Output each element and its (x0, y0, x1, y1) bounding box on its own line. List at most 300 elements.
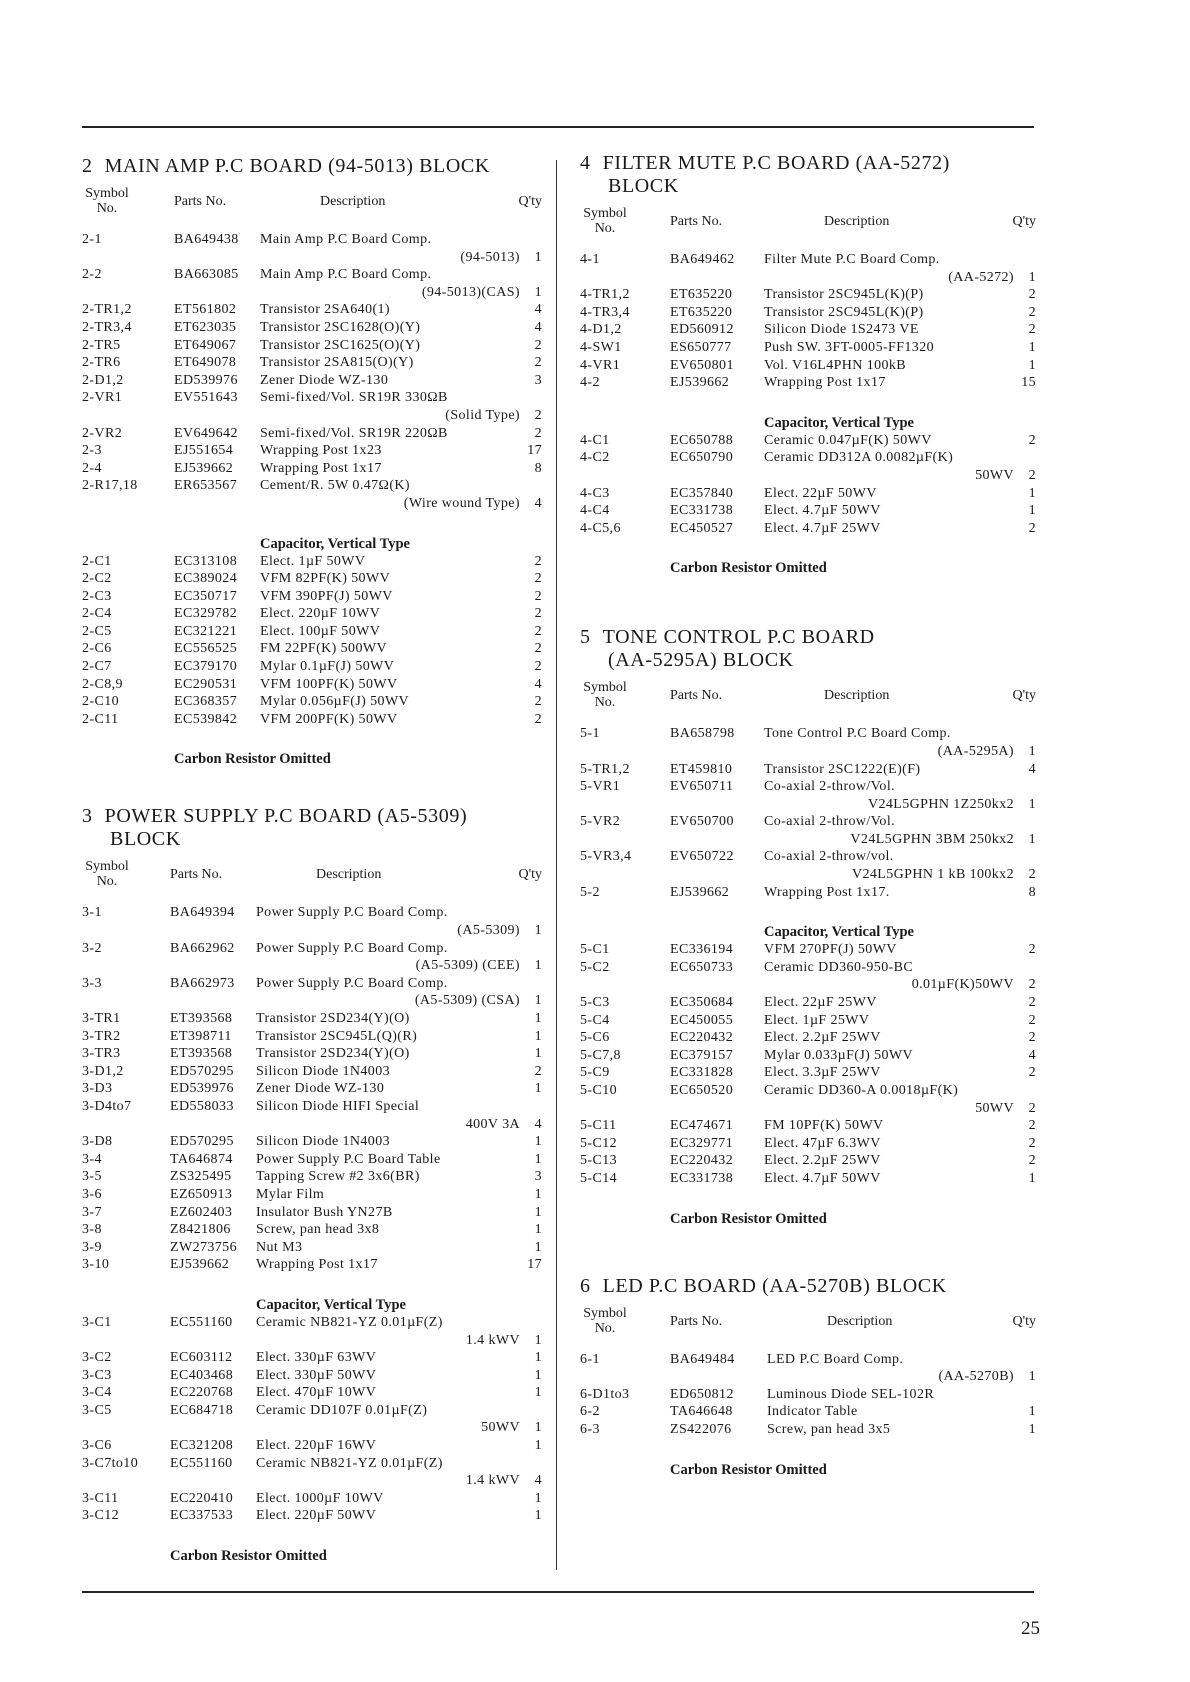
row-description: Elect. 220µF 16WV (256, 1438, 377, 1454)
row-parts-no: EC313108 (174, 553, 238, 569)
row-parts-no: BA662973 (170, 975, 235, 991)
row-symbol: 3-C7to10 (82, 1455, 139, 1471)
row-parts-no: EV649642 (174, 425, 238, 441)
note-text: Carbon Resistor Omitted (670, 560, 827, 577)
row-qty: 15 (1021, 375, 1036, 391)
row-qty: 2 (1028, 867, 1036, 883)
table-row (82, 677, 542, 695)
row-symbol: 3-TR3 (82, 1046, 121, 1062)
row-parts-no: EC551160 (170, 1314, 233, 1330)
row-description: (AA-5295A) (937, 743, 1014, 759)
row-qty: 1 (534, 1011, 542, 1026)
table-row (580, 1171, 1036, 1189)
header-description: Description (824, 688, 890, 704)
table-row (82, 390, 542, 408)
header-symbol: Symbol No. (85, 859, 129, 890)
row-description: Push SW. 3FT-0005-FF1320 (764, 339, 934, 355)
row-parts-no: BA649462 (670, 252, 735, 267)
carbon-resistor-note (580, 1462, 1036, 1480)
table-row (82, 1350, 542, 1368)
row-symbol: 4-C5,6 (580, 520, 621, 536)
table-row (82, 338, 542, 356)
row-description: Elect. 2.2µF 25WV (764, 1030, 881, 1046)
row-qty: 1 (534, 1081, 542, 1097)
table-row (82, 659, 542, 677)
row-description: Elect. 4.7µF 50WV (764, 1170, 881, 1186)
row-description: 50WV (975, 467, 1014, 483)
header-qty: Q'ty (1012, 688, 1036, 704)
row-description: Transistor 2SD234(Y)(O) (256, 1011, 410, 1026)
row-parts-no: ET623035 (174, 319, 237, 335)
row-symbol: 2-TR1,2 (82, 302, 132, 318)
row-qty: 1 (1028, 743, 1036, 759)
row-symbol: 2-1 (82, 232, 102, 247)
row-parts-no: EJ551654 (174, 443, 234, 459)
row-parts-no: Z8421806 (170, 1222, 231, 1238)
row-parts-no: EC331828 (670, 1065, 734, 1081)
row-description: FM 22PF(K) 500WV (260, 641, 387, 657)
section-title-line1: TONE CONTROL P.C BOARD (602, 626, 875, 649)
row-description: Transistor 2SC945L(Q)(R) (256, 1028, 418, 1044)
row-qty: 8 (534, 460, 542, 476)
table-row (580, 433, 1036, 451)
row-qty: 4 (1028, 1047, 1036, 1063)
table-row (82, 1011, 542, 1029)
subheading-text: Capacitor, Vertical Type (764, 924, 914, 941)
table-row (82, 267, 542, 285)
row-parts-no: EV650801 (670, 357, 734, 373)
row-symbol: 5-VR2 (580, 814, 621, 830)
section-title (82, 805, 542, 851)
table-row (82, 1029, 542, 1047)
table-row (580, 885, 1036, 903)
table-row (580, 503, 1036, 521)
header-parts-no: Parts No. (670, 1313, 723, 1329)
table-row (82, 232, 542, 250)
row-qty: 17 (527, 1257, 542, 1273)
row-description: V24L5GPHN 3BM 250kx2 (850, 831, 1014, 847)
table-row (580, 849, 1036, 867)
header-parts-no: Parts No. (670, 688, 723, 704)
row-qty: 2 (534, 711, 542, 727)
row-qty: 2 (1028, 1118, 1036, 1134)
row-qty: 1 (1028, 1369, 1036, 1385)
row-description: Power Supply P.C Board Table (256, 1151, 441, 1167)
row-parts-no: EV650700 (670, 814, 734, 830)
row-parts-no: ET561802 (174, 302, 237, 318)
row-description: Main Amp P.C Board Comp. (260, 232, 432, 247)
row-qty: 1 (534, 1134, 542, 1150)
row-description: Mylar Film (256, 1186, 325, 1202)
table-row (82, 1403, 542, 1421)
header-parts-no: Parts No. (170, 867, 223, 883)
row-parts-no: ZS325495 (170, 1169, 232, 1185)
row-symbol: 2-C8,9 (82, 676, 123, 692)
table-row (82, 1169, 542, 1187)
table-row (580, 1013, 1036, 1031)
row-symbol: 3-10 (82, 1257, 110, 1273)
row-symbol: 2-TR3,4 (82, 319, 132, 335)
row-symbol: 5-C1 (580, 942, 610, 958)
row-qty: 1 (534, 1350, 542, 1366)
row-qty: 1 (534, 249, 542, 265)
header-qty: Q'ty (1012, 1313, 1036, 1329)
row-parts-no: TA646874 (170, 1151, 233, 1167)
row-symbol: 2-TR6 (82, 355, 121, 371)
row-parts-no: EZ602403 (170, 1204, 233, 1220)
header-description: Description (827, 1313, 893, 1329)
row-qty: 2 (534, 337, 542, 353)
row-qty: 2 (534, 623, 542, 639)
table-row (580, 305, 1036, 323)
row-symbol: 2-2 (82, 267, 102, 283)
row-description: Mylar 0.056µF(J) 50WV (260, 694, 410, 710)
row-description: Elect. 2.2µF 25WV (764, 1153, 881, 1169)
table-row (82, 1368, 542, 1386)
row-qty: 1 (534, 1151, 542, 1167)
row-qty: 1 (534, 958, 542, 974)
row-parts-no: BA649394 (170, 905, 235, 921)
table-row (82, 1152, 542, 1170)
table-row (580, 1352, 1036, 1370)
row-qty: 2 (1028, 520, 1036, 536)
row-description: Elect. 1µF 50WV (260, 553, 366, 569)
note-text: Carbon Resistor Omitted (170, 1548, 327, 1565)
row-parts-no: EC350717 (174, 588, 238, 604)
row-description: (A5-5309) (457, 923, 520, 939)
row-parts-no: ES650777 (670, 339, 732, 355)
row-symbol: 4-C3 (580, 485, 610, 501)
row-qty: 2 (1028, 432, 1036, 448)
section-title-line1: LED P.C BOARD (AA-5270B) BLOCK (602, 1274, 947, 1297)
row-description: Wrapping Post 1x23 (260, 443, 382, 459)
row-symbol: 3-9 (82, 1239, 102, 1255)
table-row (82, 1456, 542, 1474)
row-qty: 2 (534, 694, 542, 710)
row-description: Semi-fixed/Vol. SR19R 330ΩB (260, 390, 448, 406)
row-qty: 2 (1028, 1135, 1036, 1151)
row-qty: 1 (534, 1046, 542, 1062)
row-description: Wrapping Post 1x17 (764, 375, 886, 391)
table-header (580, 206, 1036, 248)
row-symbol: 3-8 (82, 1222, 102, 1238)
table-row (580, 468, 1036, 486)
row-description: Transistor 2SA640(1) (260, 302, 390, 318)
table-row (580, 744, 1036, 762)
row-description: Mylar 0.1µF(J) 50WV (260, 659, 395, 675)
row-symbol: 5-C11 (580, 1118, 617, 1134)
row-symbol: 4-TR3,4 (580, 304, 630, 320)
row-description: Elect. 22µF 25WV (764, 995, 877, 1011)
row-description: V24L5GPHN 1Z250kx2 (867, 796, 1014, 812)
section-4 (580, 152, 1036, 578)
row-parts-no: BA663085 (174, 267, 239, 283)
row-description: (Solid Type) (445, 407, 520, 423)
row-description: Ceramic DD312A 0.0082µF(K) (764, 450, 954, 466)
row-parts-no: EC603112 (170, 1350, 233, 1366)
row-parts-no: ET459810 (670, 761, 733, 777)
table-row (82, 1117, 542, 1135)
row-symbol: 5-C4 (580, 1012, 610, 1028)
row-parts-no: EC357840 (670, 485, 734, 501)
table-row (82, 641, 542, 659)
row-symbol: 3-C1 (82, 1314, 112, 1330)
row-symbol: 3-TR1 (82, 1011, 121, 1026)
row-parts-no: EC403468 (170, 1367, 234, 1383)
subheading-text: Capacitor, Vertical Type (260, 535, 410, 552)
carbon-resistor-note (580, 560, 1036, 578)
row-qty: 4 (534, 495, 542, 511)
row-description: Ceramic DD107F 0.01µF(Z) (256, 1402, 428, 1418)
row-description: Elect. 4.7µF 25WV (764, 520, 881, 536)
row-description: Transistor 2SC1625(O)(Y) (260, 337, 421, 353)
table-row (580, 995, 1036, 1013)
row-parts-no: EC684718 (170, 1402, 234, 1418)
row-parts-no: ED570295 (170, 1063, 234, 1079)
row-symbol: 3-6 (82, 1186, 102, 1202)
row-qty: 2 (1028, 322, 1036, 338)
row-parts-no: EC220432 (670, 1153, 734, 1169)
row-qty: 17 (527, 443, 542, 459)
table-row (82, 302, 542, 320)
table-row (580, 450, 1036, 468)
row-parts-no: EC336194 (670, 942, 734, 958)
row-description: 50WV (481, 1420, 520, 1436)
row-parts-no: EC539842 (174, 711, 238, 727)
row-description: Semi-fixed/Vol. SR19R 220ΩB (260, 425, 448, 441)
row-parts-no: EC450055 (670, 1012, 734, 1028)
row-description: Ceramic DD360-A 0.0018µF(K) (764, 1083, 959, 1098)
row-qty: 4 (534, 676, 542, 692)
section-title (580, 626, 1036, 672)
row-qty: 1 (1028, 796, 1036, 812)
section-number: 3 (82, 805, 93, 828)
row-symbol: 4-C1 (580, 432, 610, 448)
header-symbol: Symbol No. (583, 680, 627, 711)
row-parts-no: EC650790 (670, 450, 734, 466)
section-title-line1: MAIN AMP P.C BOARD (94-5013) BLOCK (104, 155, 490, 177)
row-description: Luminous Diode SEL-102R (767, 1386, 935, 1402)
table-row (82, 1315, 542, 1333)
row-parts-no: ER653567 (174, 478, 238, 494)
row-parts-no: EJ539662 (170, 1257, 230, 1273)
row-symbol: 2-C10 (82, 694, 119, 710)
row-symbol: 4-D1,2 (580, 322, 622, 338)
table-row (82, 320, 542, 338)
row-description: Indicator Table (767, 1404, 858, 1420)
row-parts-no: EC650788 (670, 432, 734, 448)
table-row (82, 355, 542, 373)
row-symbol: 3-7 (82, 1204, 102, 1220)
table-row (82, 624, 542, 642)
row-qty: 2 (1028, 942, 1036, 958)
header-symbol: Symbol No. (583, 206, 627, 236)
table-row (82, 712, 542, 730)
table-row (580, 1369, 1036, 1387)
column-divider (556, 160, 557, 1570)
row-parts-no: BA662962 (170, 940, 235, 956)
row-parts-no: BA658798 (670, 726, 735, 742)
table-row (580, 797, 1036, 815)
row-symbol: 3-C6 (82, 1438, 112, 1454)
row-symbol: 3-C5 (82, 1402, 112, 1418)
table-row (82, 443, 542, 461)
row-description: Silicon Diode 1S2473 VE (764, 322, 919, 338)
section-6 (580, 1275, 1036, 1480)
row-qty: 4 (534, 302, 542, 318)
row-symbol: 2-C11 (82, 711, 119, 727)
row-qty: 4 (534, 1473, 542, 1489)
row-qty: 2 (1028, 287, 1036, 303)
row-symbol: 6-2 (580, 1404, 600, 1420)
table-row (580, 1136, 1036, 1154)
row-parts-no: EC368357 (174, 694, 238, 710)
row-symbol: 2-C3 (82, 588, 112, 604)
table-row (82, 1385, 542, 1403)
row-qty: 2 (1028, 1030, 1036, 1046)
row-qty: 4 (534, 319, 542, 335)
row-description: Nut M3 (256, 1239, 303, 1255)
row-qty: 8 (1028, 884, 1036, 900)
row-description: Main Amp P.C Board Comp. (260, 267, 432, 283)
row-description: Zener Diode WZ-130 (256, 1081, 385, 1097)
row-qty: 4 (1028, 761, 1036, 777)
row-parts-no: ZS422076 (670, 1421, 732, 1437)
row-qty: 1 (534, 1490, 542, 1506)
row-description: Elect. 470µF 10WV (256, 1385, 377, 1401)
row-parts-no: ET393568 (170, 1011, 233, 1026)
row-qty: 1 (1028, 485, 1036, 501)
row-description: Power Supply P.C Board Comp. (256, 975, 448, 991)
table-row (82, 1491, 542, 1509)
row-description: Elect. 220µF 10WV (260, 606, 381, 622)
row-parts-no: EV650722 (670, 849, 734, 865)
row-qty: 2 (1028, 1065, 1036, 1081)
row-qty: 4 (534, 1116, 542, 1132)
section-title-line2: (AA-5295A) BLOCK (608, 649, 794, 672)
row-parts-no: ET393568 (170, 1046, 233, 1062)
row-qty: 1 (534, 1385, 542, 1401)
table-row (82, 993, 542, 1011)
row-symbol: 2-C7 (82, 659, 112, 675)
table-row (82, 571, 542, 589)
row-symbol: 3-D4to7 (82, 1098, 132, 1114)
row-description: (A5-5309) (CEE) (415, 958, 520, 974)
row-qty: 2 (534, 407, 542, 423)
header-symbol: Symbol No. (85, 186, 129, 216)
row-symbol: 2-D1,2 (82, 372, 124, 388)
row-parts-no: EJ539662 (670, 884, 730, 900)
row-parts-no: EC389024 (174, 571, 238, 587)
row-parts-no: EC650733 (670, 959, 734, 975)
row-symbol: 3-5 (82, 1169, 102, 1185)
row-symbol: 2-C5 (82, 623, 112, 639)
row-symbol: 4-1 (580, 252, 600, 267)
section-title (580, 152, 1036, 198)
table-row (82, 461, 542, 479)
row-description: Wrapping Post 1x17. (764, 884, 890, 900)
table-row (82, 250, 542, 268)
row-qty: 2 (1028, 977, 1036, 993)
table-row (82, 1257, 542, 1275)
row-description: Transistor 2SC1628(O)(Y) (260, 319, 421, 335)
row-description: VFM 200PF(K) 50WV (260, 711, 398, 727)
table-row (82, 1420, 542, 1438)
row-description: Co-axial 2-throw/Vol. (764, 814, 896, 830)
row-description: Transistor 2SA815(O)(Y) (260, 355, 414, 371)
row-qty: 2 (534, 1063, 542, 1079)
table-row (580, 521, 1036, 539)
row-qty: 2 (534, 425, 542, 441)
row-qty: 1 (1028, 503, 1036, 519)
row-parts-no: EC450527 (670, 520, 734, 536)
row-description: VFM 100PF(K) 50WV (260, 676, 398, 692)
row-description: Filter Mute P.C Board Comp. (764, 252, 940, 267)
table-row (580, 1387, 1036, 1405)
row-parts-no: ET649067 (174, 337, 237, 353)
row-qty: 2 (1028, 995, 1036, 1011)
table-header (580, 1306, 1036, 1348)
table-row (82, 554, 542, 572)
row-symbol: 5-C2 (580, 959, 610, 975)
row-description: Transistor 2SC945L(K)(P) (764, 304, 924, 320)
header-symbol: Symbol No. (583, 1305, 627, 1336)
table-row (82, 606, 542, 624)
row-description: Wrapping Post 1x17 (256, 1257, 378, 1273)
table-header (82, 186, 542, 228)
row-parts-no: BA649438 (174, 232, 239, 247)
row-qty: 2 (1028, 467, 1036, 483)
row-description: Transistor 2SD234(Y)(O) (256, 1046, 410, 1062)
row-parts-no: EC551160 (170, 1455, 233, 1471)
row-symbol: 5-C6 (580, 1030, 610, 1046)
table-row (580, 977, 1036, 995)
row-description: Transistor 2SC1222(E)(F) (764, 761, 921, 777)
row-qty: 1 (534, 993, 542, 1009)
table-row (82, 408, 542, 426)
row-symbol: 3-1 (82, 905, 102, 921)
row-parts-no: ED558033 (170, 1098, 234, 1114)
row-parts-no: EC331738 (670, 1170, 734, 1186)
row-symbol: 5-C14 (580, 1170, 617, 1186)
section-3 (82, 805, 542, 1566)
table-row (82, 589, 542, 607)
table-row (580, 358, 1036, 376)
row-description: Wrapping Post 1x17 (260, 460, 382, 476)
row-symbol: 3-D1,2 (82, 1063, 124, 1079)
row-description: Ceramic DD360-950-BC (764, 959, 914, 975)
row-description: (94-5013) (460, 249, 520, 265)
table-row (82, 1240, 542, 1258)
table-row (580, 1118, 1036, 1136)
row-symbol: 4-2 (580, 375, 600, 391)
subheading (82, 536, 542, 554)
table-row (82, 1064, 542, 1082)
row-description: Co-axial 2-throw/vol. (764, 849, 894, 865)
row-description: Silicon Diode 1N4003 (256, 1063, 390, 1079)
row-description: (AA-5272) (948, 269, 1014, 285)
row-parts-no: ET398711 (170, 1028, 232, 1044)
table-row (580, 867, 1036, 885)
table-row (82, 976, 542, 994)
row-description: Elect. 4.7µF 50WV (764, 503, 881, 519)
row-qty: 1 (1028, 269, 1036, 285)
row-description: Ceramic NB821-YZ 0.01µF(Z) (256, 1455, 443, 1471)
row-description: Ceramic NB821-YZ 0.01µF(Z) (256, 1314, 443, 1330)
row-parts-no: EC379170 (174, 659, 238, 675)
row-parts-no: ET635220 (670, 304, 733, 320)
bottom-rule (82, 1591, 1034, 1593)
